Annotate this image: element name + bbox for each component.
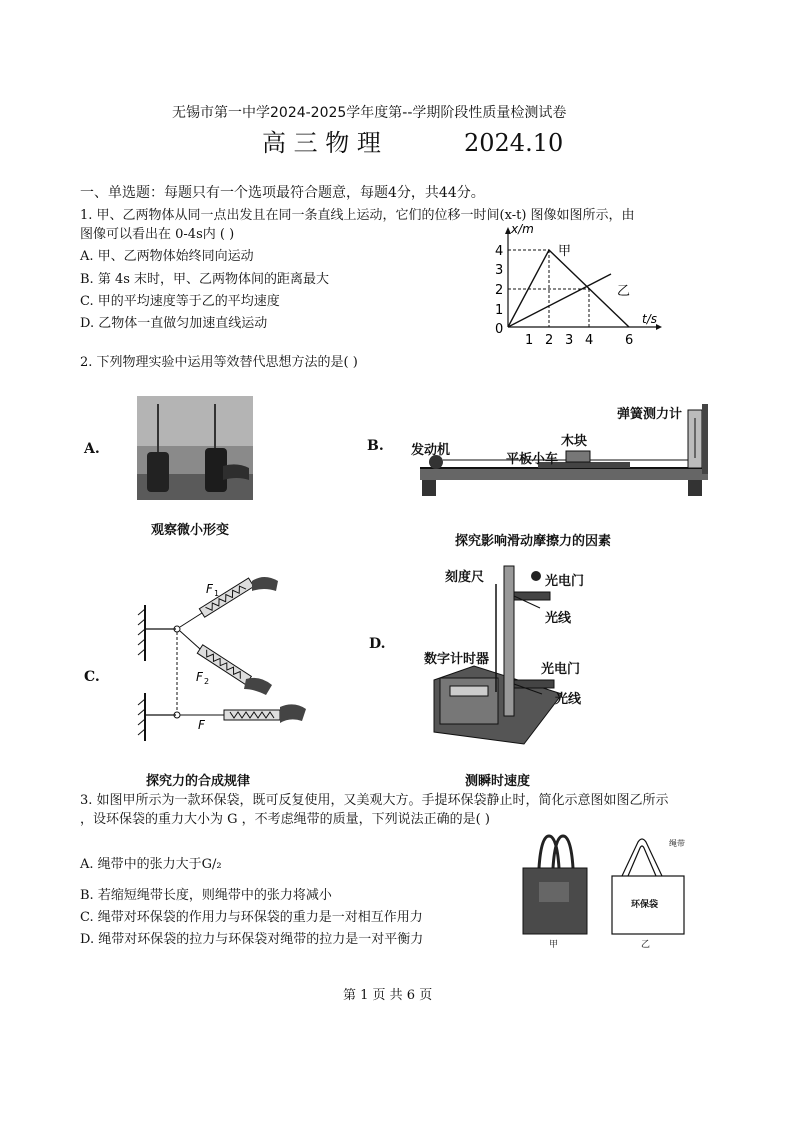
string-f1: [180, 613, 202, 627]
q2-b-caption: 探究影响滑动摩擦力的因素: [455, 534, 612, 549]
wall-upper-hatch: [138, 609, 145, 655]
label-photogate-lower: 光电门: [541, 662, 581, 677]
q3-option-a: A. 绳带中的张力大于G/₂: [80, 857, 222, 872]
q3-option-b: B. 若缩短绳带长度，则绳带中的张力将减小: [80, 888, 332, 903]
q1-stem-line1: 1. 甲、乙两物体从同一点出发且在同一条直线上运动，它们的位移一时间(x-t) 图像如图所示，由: [80, 208, 635, 223]
label-light-upper: 光线: [545, 611, 572, 626]
label-ruler: 刻度尺: [445, 570, 485, 585]
label-f: F: [198, 718, 205, 732]
ruler-stand: [504, 566, 514, 716]
track-leg-left: [422, 480, 436, 496]
label-cart: 平板小车: [506, 452, 559, 467]
label-photogate-upper: 光电门: [545, 574, 585, 589]
q2-c-caption: 探究力的合成规律: [146, 774, 251, 789]
q3-bag-photo: [519, 832, 591, 936]
q3-strap-label: 绳带: [669, 839, 685, 848]
wall-lower-hatch: [138, 699, 145, 735]
y-tick-2: 2: [495, 283, 504, 298]
q2-b-letter: B.: [367, 438, 384, 454]
strap-inner: [628, 846, 656, 876]
falling-ball: [531, 571, 541, 581]
exam-title-line: 无锡市第一中学2024-2025学年度第--学期阶段性质量检测试卷: [172, 105, 567, 121]
squeezing-hand: [223, 464, 249, 480]
track-leg-right: [688, 480, 702, 496]
q1-option-b: B. 第 4s 末时，甲、乙两物体间的距离最大: [80, 272, 330, 287]
wooden-block: [566, 451, 590, 462]
label-digital-timer: 数字计时器: [424, 652, 490, 667]
x-tick-1: 1: [525, 333, 534, 348]
photo-wall: [137, 396, 253, 446]
stand-post: [702, 404, 708, 474]
y-tick-0: 0: [495, 322, 504, 337]
line-yi: [508, 274, 611, 327]
x-tick-4: 4: [585, 333, 594, 348]
q2-d-caption: 测瞬时速度: [465, 774, 531, 789]
track-board: [420, 468, 708, 480]
hand-f: [280, 704, 306, 723]
q3-fig-jia-label: 甲: [549, 940, 559, 950]
line-yi-label: 乙: [617, 284, 631, 299]
y-tick-4: 4: [495, 244, 504, 259]
strap-outer: [622, 839, 662, 876]
label-spring-scale: 弹簧测力计: [617, 407, 683, 422]
line-jia-label: 甲: [558, 244, 572, 259]
label-f2: F: [196, 670, 203, 684]
section-heading: 一、单选题：每题只有一个选项最符合题意，每题4分，共44分。: [80, 185, 485, 201]
hand-f1: [252, 577, 278, 591]
digital-timer: [440, 678, 498, 724]
x-axis-label: t/s: [642, 312, 657, 326]
photogate-lower: [514, 680, 554, 688]
q3-fig-yi-label: 乙: [641, 940, 651, 950]
q3-bag-label: 环保袋: [631, 900, 659, 910]
y-tick-3: 3: [495, 263, 504, 278]
label-light-lower: 光线: [555, 692, 582, 707]
q1-option-d: D. 乙物体一直做匀加速直线运动: [80, 316, 268, 331]
q1-option-c: C. 甲的平均速度等于乙的平均速度: [80, 294, 280, 309]
subject-title: 高 三 物 理: [262, 129, 381, 157]
bag-print: [539, 882, 569, 902]
q2-c-letter: C.: [84, 669, 100, 685]
x-tick-2: 2: [545, 333, 554, 348]
q2-a-photo: [137, 396, 253, 500]
label-f1: F: [206, 582, 213, 596]
string-f2: [180, 631, 200, 649]
label-f2-subscript: 2: [204, 677, 210, 686]
label-f1-subscript: 1: [214, 589, 220, 598]
bag-handle-right: [553, 836, 573, 868]
page-footer: 第 1 页 共 6 页: [343, 988, 433, 1003]
q3-stem-line1: 3. 如图甲所示为一款环保袋，既可反复使用，又美观大方。手提环保袋静止时，简化示意图如图乙所示: [80, 793, 669, 808]
q2-stem: 2. 下列物理实验中运用等效替代思想方法的是( ): [80, 355, 358, 370]
label-block: 木块: [561, 434, 588, 449]
x-tick-3: 3: [565, 333, 574, 348]
q1-stem-line2: 图像可以看出在 0-4s内 ( ): [80, 227, 235, 242]
timer-display: [450, 686, 488, 696]
q2-a-letter: A.: [84, 441, 100, 457]
hand-f2: [244, 678, 272, 695]
bottle-left: [147, 452, 169, 492]
y-axis-label: x/m: [511, 222, 534, 236]
q1-xt-graph: [488, 222, 668, 350]
y-tick-1: 1: [495, 303, 504, 318]
q2-d-letter: D.: [369, 636, 386, 652]
q3-option-c: C. 绳带对环保袋的作用力与环保袋的重力是一对相互作用力: [80, 910, 423, 925]
label-motor: 发动机: [411, 443, 451, 458]
x-tick-6: 6: [625, 333, 634, 348]
exam-date: 2024.10: [464, 129, 564, 157]
q3-option-d: D. 绳带对环保袋的拉力与环保袋对绳带的拉力是一对平衡力: [80, 932, 424, 947]
q2-a-caption: 观察微小形变: [151, 523, 230, 538]
q1-option-a: A. 甲、乙两物体始终同向运动: [80, 249, 254, 264]
q3-stem-line2: ，设环保袋的重力大小为 G ，不考虑绳带的质量，下列说法正确的是( ): [80, 812, 490, 827]
q3-bag-schematic: [610, 836, 690, 936]
q2-c-diagram: [120, 565, 316, 743]
